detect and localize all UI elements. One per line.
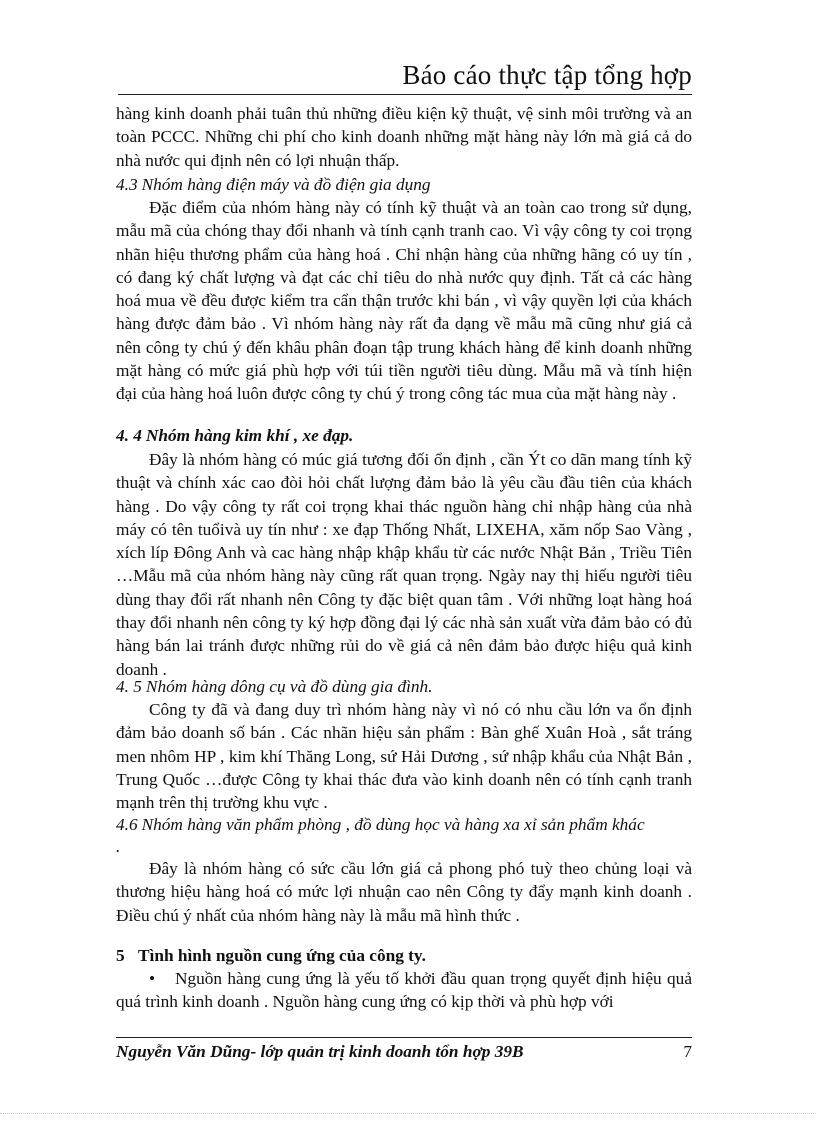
- subheading-title: Nhóm hàng kim khí , xe đạp.: [145, 426, 354, 445]
- subheading-number: 4.6: [116, 815, 138, 834]
- subheading-4-3: [116, 173, 692, 196]
- subheading-4-6-tail: .: [116, 837, 121, 856]
- subheading-number: 4.3: [116, 175, 138, 194]
- header-rule: [118, 94, 692, 95]
- subheading-4-5: [116, 675, 692, 698]
- bullet-paragraph: [116, 967, 692, 1014]
- page-number: 7: [683, 1042, 692, 1061]
- section-number: 5: [116, 946, 125, 965]
- subheading-number: 4. 5: [116, 677, 142, 696]
- footer-rule: [116, 1037, 692, 1038]
- paragraph-stationery: Đây là nhóm hàng có sức cầu lớn giá cả phong phó tuỳ theo chủng loại và thương hiệu hàng hoá có mức lợi nhuận cao nên Công ty đẩy mạnh kinh doanh . Điều chú ý nhất của nhóm hàng này là mẫu mã hình thức .: [116, 859, 692, 925]
- subheading-number: 4. 4: [116, 426, 142, 445]
- bullet-icon: •: [149, 969, 156, 988]
- section-title: Tình hình nguồn cung ứng của công ty.: [138, 946, 426, 965]
- paragraph-electronics: Đặc điểm của nhóm hàng này có tính kỹ thuật và an toàn cao trong sử dụng, mẫu mã của chóng thay đổi nhanh và tính cạnh tranh cao. Vì vậy công ty coi trọng nhãn hiệu thương phẩm của hàng hoá . Chỉ nhận hàng của những hãng có uy tín , có đang ký chất lượng và đạt các chỉ tiêu do nhà nước quy định. Tất cả các hàng hoá mua về đều được kiểm tra cẩn thận trước khi bán , vì vậy quyền lợi của khách hàng được đảm bảo . Vì nhóm hàng này rất đa dạng về mẫu mã cũng như giá cả nên công ty chú ý đến khâu phân đoạn tập trung khách hàng để kinh doanh những mặt hàng có mức giá phù hợp với túi tiền người tiêu dùng. Mẫu mã và tính hiện đại của hàng hoá luôn được công ty chú ý trong công tác mua của mặt hàng này .: [116, 198, 692, 404]
- bullet-text: Nguồn hàng cung ứng là yếu tố khởi đầu quan trọng quyết định hiệu quả quá trình kinh doanh . Nguồn hàng cung ứng có kịp thời và phù hợp với: [116, 969, 692, 1012]
- footer-author: Nguyễn Văn Dũng- lớp quản trị kinh doanh tổn hợp 39B: [116, 1042, 524, 1061]
- running-header: Báo cáo thực tập tổng hợp: [402, 60, 692, 90]
- subheading-title: Nhóm hàng văn phẩm phòng , đồ dùng học và hàng xa xỉ sản phẩm khác: [141, 815, 645, 834]
- subheading-title: Nhóm hàng dông cụ và đồ dùng gia đình.: [145, 677, 433, 696]
- subheading-4-4: [116, 424, 692, 447]
- page-boundary-line: [0, 1113, 816, 1114]
- subheading-4-6: [116, 813, 692, 836]
- paragraph-continuation: hàng kinh doanh phải tuân thủ những điều kiện kỹ thuật, vệ sinh môi trường và an toàn PCCC. Những chi phí cho kinh doanh những mặt hàng này lớn mà giá cả do nhà nước qui định nên có lợi nhuận thấp.: [116, 104, 692, 170]
- paragraph-hardware-bicycles: Đây là nhóm hàng có múc giá tương đối ổn định , cần Ýt co dãn mang tính kỹ thuật và chính xác cao đòi hỏi chất lượng đảm bảo là yêu cầu đầu tiên của khách hàng . Do vậy công ty rất coi trọng khai thác nguồn hàng chỉ nhập hàng của nhà máy có tên tuổivà uy tín như : xe đạp Thống Nhất, LIXEHA, xăm nốp Sao Vàng , xích líp Đông Anh và cac hàng nhập khập khẩu từ các nước Nhật Bản , Triều Tiên …Mẫu mã của nhóm hàng này cũng rất quan trọng. Ngày nay thị hiếu người tiêu dùng thay đổi rất nhanh nên Công ty đặc biệt quan tâm . Với những loạt hàng hoá thay đổi nhanh nên công ty ký hợp đồng đại lý các nhà sản xuất vừa đảm bảo có đủ hàng bán lai tránh được những rủi do về giá cả nên đảm bảo được hiệu quả kinh doanh .: [116, 450, 692, 679]
- subheading-title: Nhóm hàng điện máy và đồ điện gia dụng: [141, 175, 431, 194]
- paragraph-household: Công ty đã và đang duy trì nhóm hàng này vì nó có nhu cầu lớn va ổn định đảm bảo doanh số bán . Các nhãn hiệu sản phẩm : Bàn ghế Xuân Hoà , sắt tráng men nhôm HP , kim khí Thăng Long, sứ Hải Dương , sứ nhập khẩu của Nhật Bản , Trung Quốc …được Công ty khai thác đưa vào kinh doanh nên có tính cạnh tranh mạnh trên thị trường khu vực .: [116, 700, 692, 813]
- section-heading-5: [116, 944, 692, 967]
